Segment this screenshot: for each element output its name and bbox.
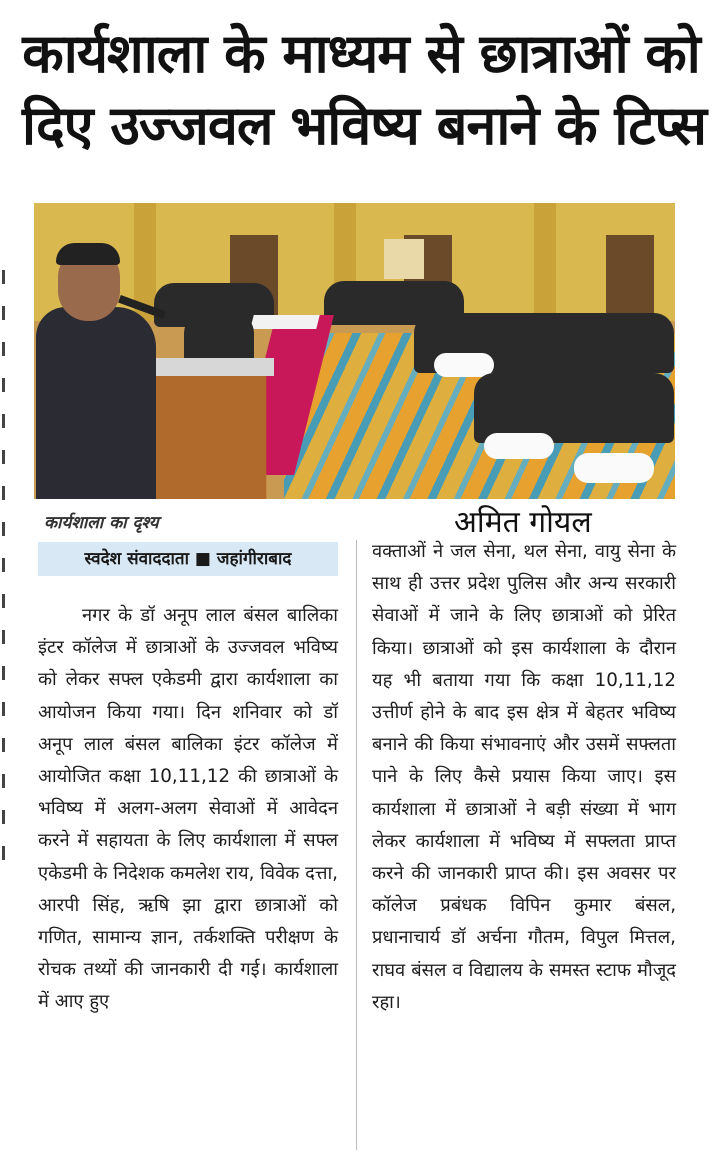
headline-line-2: दिए उज्जवल भविष्य बनाने के टिप्स [22,94,707,157]
article-column-1: नगर के डॉ अनूप लाल बंसल बालिका इंटर कॉलेज में छात्राओं के उज्जवल भविष्य को लेकर सफ्ल एकेडमी द्वारा कार्यशाला का आयोजन किया गया। दिन शनिवार को डॉ अनूप लाल बंसल बालिका इंटर कॉलेज में आयोजित कक्षा 10,11,12 की छात्राओं के भविष्य में अलग-अलग सेवाओं में आवेदन करने में सहायता के लिए कार्यशाला में सफ्ल एकेडमी के निदेशक कमलेश राय, विवेक दत्ता, आरपी सिंह, ऋषि झा द्वारा छात्राओं को गणित, सामान्य ज्ञान, तर्कशक्ति परीक्षण के रोचक तथ्यों की जानकारी दी गई। कार्यशाला में आए हुए [38,605,338,1013]
news-photo [34,203,675,499]
column-divider [356,540,357,1150]
headline [22,18,707,162]
headline-line-1: कार्यशाला के माध्यम से छात्राओं को [22,22,700,85]
photographer-credit: अमित गोयल [454,505,592,540]
article-column-2: वक्ताओं ने जल सेना, थल सेना, वायु सेना के साथ ही उत्तर प्रदेश पुलिस और अन्य सरकारी सेवाओं में जाने के लिए छात्राओं को प्रेरित किया। छात्राओं को इस कार्यशाला के दौरान यह भी बताया गया कि कक्षा 10,11,12 उत्तीर्ण होने के बाद इस क्षेत्र में बेहतर भविष्य बनाने की किया संभावनाएं और उसमें सफ्लता पाने के लिए कैसे प्रयास किया जाए। इस कार्यशाला में छात्राओं ने बड़ी संख्या में भाग लेकर कार्यशाला में भविष्य में सफ्लता प्राप्त करने की जानकारी प्राप्त की। इस अवसर पर कॉलेज प्रबंधक विपिन कुमार बंसल, प्रधानाचार्य डॉ अर्चना गौतम, विपुल मित्तल, राघव बंसल व विद्यालय के समस्त स्टाफ मौजूद रहा। [372,541,676,1013]
adjacent-column-edge [0,270,10,910]
byline: स्वदेश संवाददाता ■ जहांगीराबाद [38,542,338,576]
photo-caption: कार्यशाला का दृश्य [44,513,159,533]
